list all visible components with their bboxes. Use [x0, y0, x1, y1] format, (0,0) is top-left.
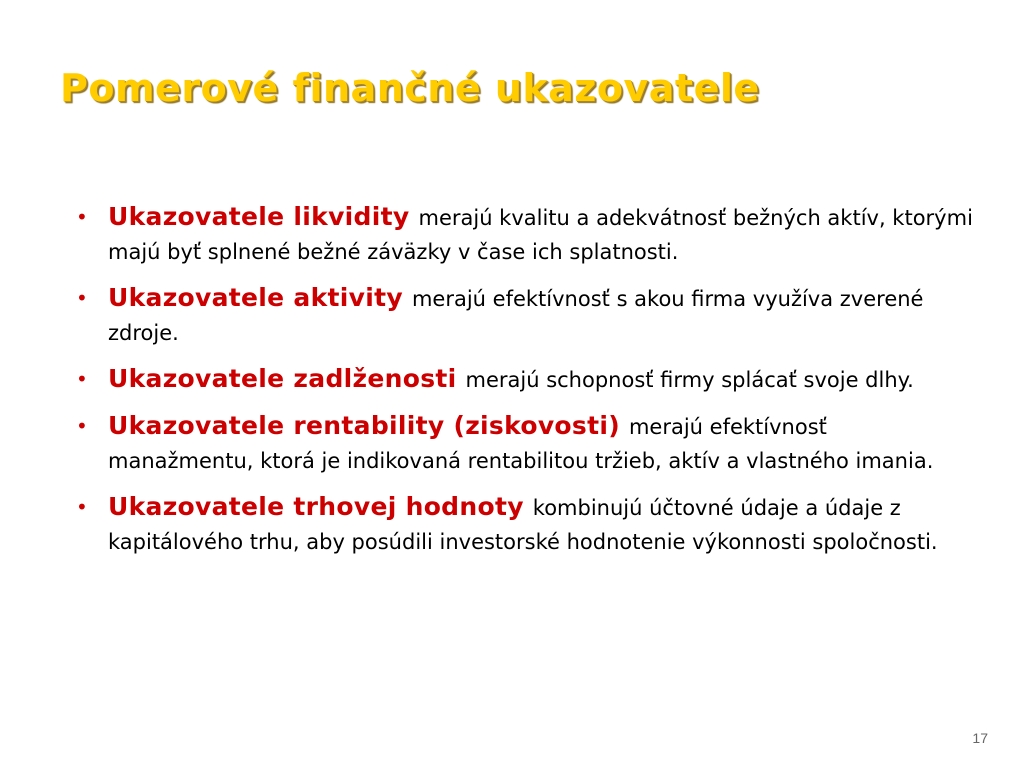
- bullet-item-market-value: [76, 490, 976, 559]
- page-number: 17: [972, 730, 988, 746]
- bullet-term: Ukazovatele rentability (ziskovosti): [108, 411, 629, 440]
- bullet-icon: •: [76, 414, 88, 438]
- bullet-list: [76, 200, 976, 571]
- bullet-description: merajú efektívnosť manažmentu, ktorá je indikovaná rentabilitou tržieb, aktív a vlastného imania.: [108, 415, 934, 473]
- bullet-description: merajú efektívnosť s akou firma využíva zverené zdroje.: [108, 287, 924, 345]
- bullet-item-activity: [76, 281, 976, 350]
- bullet-item-debt: [76, 362, 976, 397]
- bullet-description: merajú kvalitu a adekvátnosť bežných aktív, ktorými majú byť splnené bežné záväzky v čase ich splatnosti.: [108, 206, 973, 264]
- slide-title: Pomerové finančné ukazovatele: [60, 66, 760, 110]
- bullet-term: Ukazovatele zadlženosti: [108, 364, 466, 393]
- bullet-term: Ukazovatele trhovej hodnoty: [108, 492, 533, 521]
- bullet-term: Ukazovatele likvidity: [108, 202, 419, 231]
- bullet-icon: •: [76, 286, 88, 310]
- bullet-description: kombinujú účtovné údaje a údaje z kapitálového trhu, aby posúdili investorské hodnotenie výkonnosti spoločnosti.: [108, 496, 938, 554]
- bullet-item-profitability: [76, 409, 976, 478]
- bullet-description: merajú schopnosť firmy splácať svoje dlhy.: [465, 368, 914, 392]
- bullet-icon: •: [76, 495, 88, 519]
- bullet-item-liquidity: [76, 200, 976, 269]
- bullet-term: Ukazovatele aktivity: [108, 283, 412, 312]
- bullet-icon: •: [76, 205, 88, 229]
- bullet-icon: •: [76, 367, 88, 391]
